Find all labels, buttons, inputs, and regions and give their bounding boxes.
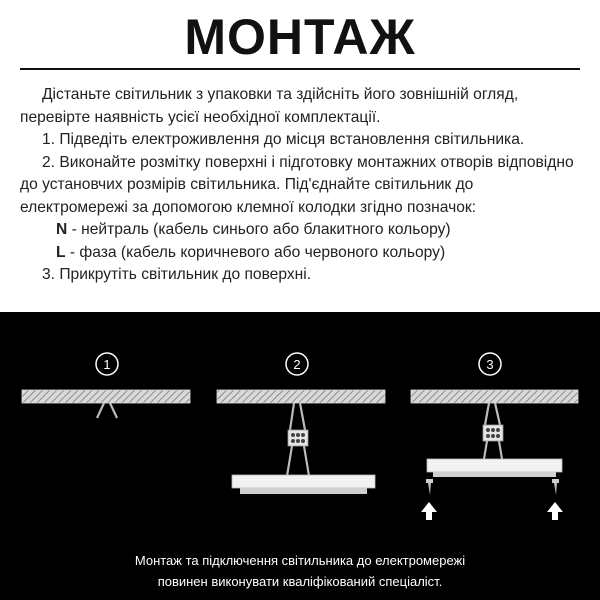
wires-2-top [290,403,305,430]
step-2-diagram [217,353,385,494]
step-1: 1. Підведіть електроживлення до місця встановлення світильника. [42,131,525,148]
screw-left-icon [426,479,433,495]
ceiling-2 [217,390,385,403]
instructions [20,84,580,287]
wires-2-bottom [287,446,309,476]
wires-3-bottom [484,441,502,459]
installation-diagram-panel [0,312,600,600]
step-2: 2. Виконайте розмітку поверхні і підготовку монтажних отворів відповідно до установчих розмірів світильника. Під'єднайте світильник до електромережі за допомогою клемної колодки згідно позначок: [20,153,574,216]
step-2-number: 2 [293,357,301,372]
luminaire-2 [232,475,375,494]
terminal-block-3 [483,425,503,441]
wires-3-top [485,403,500,425]
neutral-text: - нейтраль (кабель синього або блакитного кольору) [67,221,451,238]
phase-letter: L [56,243,66,261]
phase-text: - фаза (кабель коричневого або червоного кольору) [65,243,446,261]
warning-note [0,550,600,592]
ceiling-3 [411,390,578,403]
neutral-letter: N [56,221,68,238]
arrow-up-right-icon [547,502,563,520]
step-3: 3. Прикрутіть світильник до поверхні. [42,266,312,283]
ceiling-1 [22,390,190,403]
step-3-number: 3 [486,357,494,372]
wiring-phase [20,242,580,265]
step-1-diagram [22,353,190,418]
page-title: МОНТАЖ [184,9,416,65]
step-1-number: 1 [103,357,111,372]
intro-paragraph: Дістаньте світильник з упаковки та здійсніть його зовнішній огляд, перевірте наявність усієї необхідної комплектації. [20,86,519,126]
arrow-up-left-icon [421,502,437,520]
title-divider [20,68,580,70]
luminaire-3 [427,459,562,477]
warning-line-2: повинен виконувати кваліфікований спеціаліст. [157,574,443,589]
screw-right-icon [552,479,559,495]
wires-1 [97,403,117,418]
step-3-diagram [411,353,578,520]
terminal-block-2 [288,430,308,446]
wiring-neutral [20,219,580,242]
warning-line-1: Монтаж та підключення світильника до електромережі [134,553,466,568]
